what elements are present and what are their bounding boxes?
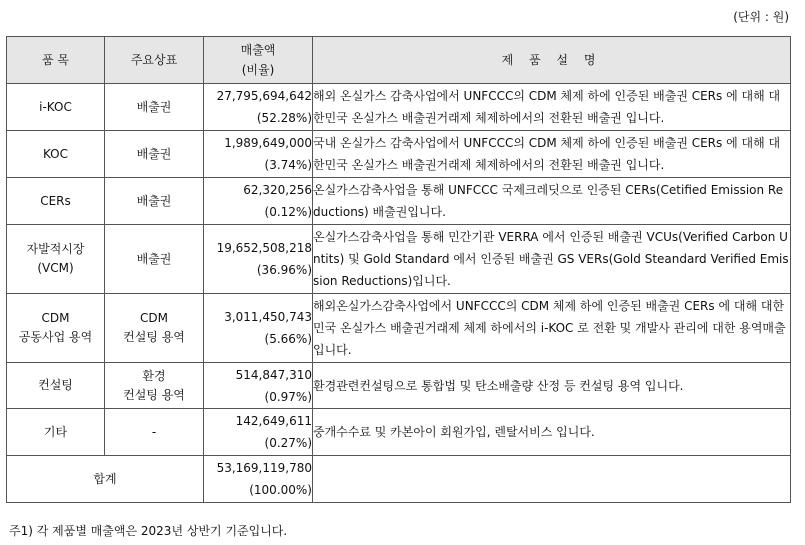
brand-cell [105, 178, 204, 225]
table-row [7, 225, 791, 294]
item-cell [7, 294, 105, 363]
description-cell: 국내 온실가스 감축사업에서 UNFCCC의 CDM 체제 하에 인증된 배출권 CERs 에 대해 대한민국 온실가스 배출권거래제 체제하에서의 전환된 배출권 입니다. [313, 131, 791, 178]
header-description: 제 품 설 명 [313, 37, 791, 84]
sales-ratio: (3.74%) [264, 158, 312, 172]
table-row [7, 409, 791, 456]
brand-name: 배출권 [136, 193, 172, 208]
sales-amount: 514,847,310 [235, 367, 312, 382]
sales-amount: 142,649,611 [235, 414, 312, 428]
item-name-sub: (VCM) [37, 261, 74, 275]
sales-amount: 62,320,256 [243, 183, 312, 197]
sales-cell [204, 409, 313, 456]
brand-cell [105, 409, 204, 456]
sales-ratio: (0.12%) [264, 205, 312, 219]
item-name: 자발적시장 [26, 242, 85, 256]
brand-name: CDM [140, 311, 168, 325]
item-cell [7, 84, 105, 131]
table-row [7, 294, 791, 363]
brand-name: 배출권 [136, 251, 172, 266]
brand-name: 배출권 [136, 146, 172, 161]
item-name: 컨설팅 [38, 378, 73, 392]
table-row [7, 84, 791, 131]
brand-cell [105, 363, 204, 409]
sales-cell [204, 363, 313, 409]
sales-cell [204, 178, 313, 225]
total-sales-cell [204, 456, 313, 503]
brand-name-sub: 컨설팅 용역 [123, 330, 185, 344]
item-name: i-KOC [39, 99, 72, 114]
brand-name-sub: 컨설팅 용역 [123, 387, 185, 402]
sales-cell [204, 84, 313, 131]
sales-ratio: (0.27%) [264, 436, 312, 450]
description-cell: 해외온실가스감축사업에서 UNFCCC의 CDM 체제 하에 인증된 배출권 CERs 에 대해 대한민국 온실가스 배출권거래제 체제 하에서의 i-KOC 로 전환 및 개발사 관리에 대한 용역매출입니다. [313, 294, 791, 363]
item-cell [7, 363, 105, 409]
sales-amount: 19,652,508,218 [216, 241, 312, 255]
sales-ratio: (5.66%) [264, 332, 312, 346]
header-item: 품 목 [7, 37, 105, 84]
header-ratio-label: (비율) [241, 63, 275, 77]
total-label: 합계 [7, 456, 204, 503]
sales-cell [204, 225, 313, 294]
item-cell [7, 178, 105, 225]
sales-ratio: (0.97%) [264, 389, 312, 404]
total-ratio: (100.00%) [249, 483, 312, 497]
unit-label: (단위 : 원) [733, 10, 789, 24]
table-row [7, 131, 791, 178]
description-cell: 환경관련컨설팅으로 통합법 및 탄소배출량 산정 등 컨설팅 용역 입니다. [313, 363, 791, 409]
footnote: 주1) 각 제품별 매출액은 2023년 상반기 기준입니다. [9, 524, 288, 538]
description-cell: 중개수수료 및 카본아이 회원가입, 렌탈서비스 입니다. [313, 409, 791, 456]
description-cell: 해외 온실가스 감축사업에서 UNFCCC의 CDM 체제 하에 인증된 배출권 CERs 에 대해 대한민국 온실가스 배출권거래제 체제하에서의 전환된 배출권 입니다. [313, 84, 791, 131]
sales-amount: 27,795,694,642 [216, 89, 312, 103]
item-name: KOC [42, 146, 69, 161]
brand-name: - [151, 424, 157, 439]
table-header-row [7, 37, 791, 84]
sales-ratio: (36.96%) [256, 263, 312, 277]
brand-cell [105, 225, 204, 294]
item-name: CERs [40, 193, 71, 208]
header-sales [204, 37, 313, 84]
sales-ratio: (52.28%) [256, 111, 312, 125]
header-sales-label: 매출액 [240, 43, 276, 57]
total-description-cell [313, 456, 791, 503]
item-name-sub: 공동사업 용역 [18, 330, 93, 344]
brand-cell [105, 131, 204, 178]
item-cell [7, 131, 105, 178]
brand-name: 환경 [142, 368, 166, 383]
sales-cell [204, 131, 313, 178]
description-cell: 온실가스감축사업을 통해 UNFCCC 국제크레딧으로 인증된 CERs(Cetified Emission Reductions) 배출권입니다. [313, 178, 791, 225]
item-name: CDM [41, 311, 70, 325]
product-sales-table [6, 36, 791, 503]
item-cell [7, 409, 105, 456]
total-amount: 53,169,119,780 [216, 461, 312, 475]
sales-amount: 1,989,649,000 [224, 136, 312, 150]
brand-name: 배출권 [136, 99, 172, 114]
brand-cell [105, 294, 204, 363]
table-row [7, 178, 791, 225]
sales-cell [204, 294, 313, 363]
brand-cell [105, 84, 204, 131]
total-row [7, 456, 791, 503]
sales-amount: 3,011,450,743 [224, 310, 312, 324]
header-brand: 주요상표 [105, 37, 204, 84]
description-cell: 온실가스감축사업을 통해 민간기관 VERRA 에서 인증된 배출권 VCUs(Verified Carbon Untits) 및 Gold Standard 에서 인증된 배출권 GS VERs(Gold Steandard Verified Emission Reductions)입니다. [313, 225, 791, 294]
table-row [7, 363, 791, 409]
item-name: 기타 [43, 424, 68, 439]
item-cell [7, 225, 105, 294]
